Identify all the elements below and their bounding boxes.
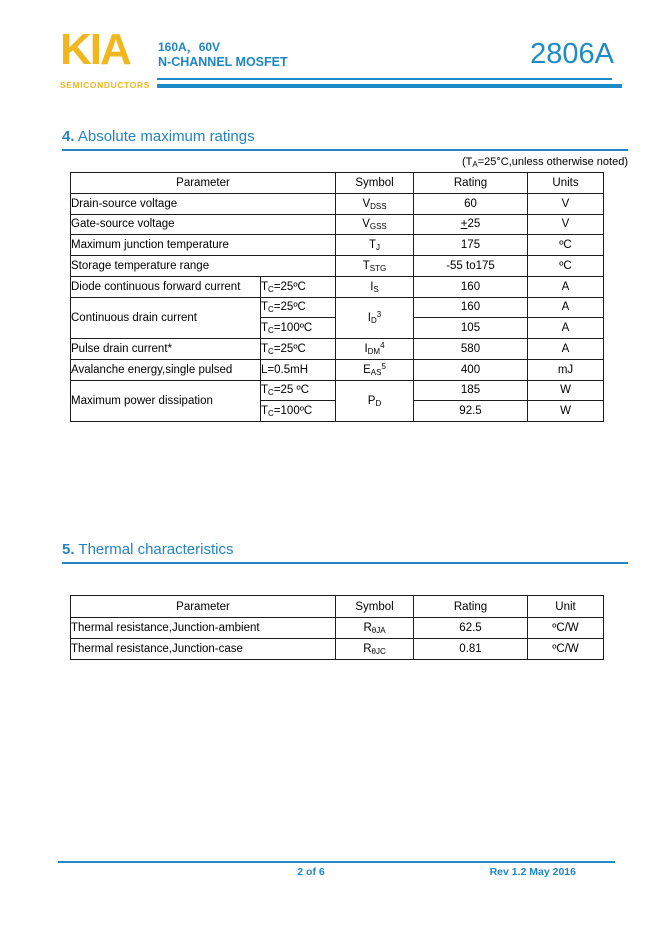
cell-condition: $T_C=100ºC$ [261, 401, 336, 422]
cell-condition: $T_C=25ºC$ [261, 297, 336, 318]
revision-text: Rev 1.2 May 2016 [489, 866, 576, 878]
cell-symbol: $P_D$ [336, 380, 414, 422]
table-header-row [71, 596, 604, 618]
cell-symbol: $I_{DM}^4$ [336, 339, 414, 360]
cell-rating: 160 [414, 297, 528, 318]
cell-rating: 160 [414, 276, 528, 297]
cell-parameter: Continuous drain current [71, 297, 261, 339]
cell-rating: 60 [414, 193, 528, 214]
table-row [71, 297, 604, 318]
cell-rating: 185 [414, 380, 528, 401]
cell-rating: 62.5 [414, 618, 528, 639]
cell-symbol: $R_{\theta JC}$ [336, 639, 414, 660]
cell-rating: 105 [414, 318, 528, 339]
cell-symbol: $I_D^3$ [336, 297, 414, 339]
cell-rating: 92.5 [414, 401, 528, 422]
table-row [71, 359, 604, 380]
cell-unit: V [528, 214, 604, 235]
col-header-unit: Unit [528, 596, 604, 618]
table-row [71, 235, 604, 256]
table-row [71, 380, 604, 401]
section-5-rule [62, 562, 628, 564]
cell-parameter: Pulse drain current* [71, 339, 261, 360]
table-row [71, 618, 604, 639]
table-row [71, 639, 604, 660]
conditions-note: ($T_A=25^\circ C,unless$ otherwise noted) [462, 156, 628, 169]
col-header-units: Units [528, 173, 604, 194]
footer-rule [58, 861, 615, 863]
table-row [71, 276, 604, 297]
thermal-characteristics-table [70, 595, 604, 660]
cell-parameter: Gate-source voltage [71, 214, 336, 235]
cell-rating: 400 [414, 359, 528, 380]
cell-unit: A [528, 318, 604, 339]
cell-unit: V [528, 193, 604, 214]
cell-rating: +25 [414, 214, 528, 235]
cell-parameter: Maximum power dissipation [71, 380, 261, 422]
col-header-symbol: Symbol [336, 173, 414, 194]
col-header-parameter: Parameter [71, 596, 336, 618]
absolute-maximum-ratings-table [70, 172, 604, 422]
cell-symbol: $V_{DSS}$ [336, 193, 414, 214]
cell-unit: A [528, 339, 604, 360]
page-number: 2 of 6 [297, 866, 325, 878]
section-5-title [62, 541, 233, 558]
table-row [71, 214, 604, 235]
cell-unit: A [528, 276, 604, 297]
section-4-title [62, 128, 255, 145]
col-header-parameter: Parameter [71, 173, 336, 194]
cell-rating: 175 [414, 235, 528, 256]
section-4-rule [62, 149, 628, 151]
section-4-number: 4. [62, 128, 75, 145]
device-rating-text: 160A，60V [158, 40, 221, 54]
cell-unit: ºC/W [528, 618, 604, 639]
cell-unit: W [528, 401, 604, 422]
header-rule-thin [157, 78, 612, 80]
cell-unit: ºC/W [528, 639, 604, 660]
section-5-number: 5. [62, 541, 75, 558]
cell-parameter: Storage temperature range [71, 256, 336, 277]
col-header-rating: Rating [414, 596, 528, 618]
cell-symbol: $V_{GSS}$ [336, 214, 414, 235]
cell-parameter: Thermal resistance,Junction-ambient [71, 618, 336, 639]
cell-symbol: $T_{STG}$ [336, 256, 414, 277]
brand-logo-subtext: SEMICONDUCTORS [60, 80, 150, 90]
cell-unit: ºC [528, 256, 604, 277]
part-number: 2806A [530, 38, 614, 70]
table-row [71, 193, 604, 214]
cell-condition: $T_C=25ºC$ [261, 339, 336, 360]
cell-condition: L=0.5mH [261, 359, 336, 380]
col-header-rating: Rating [414, 173, 528, 194]
cell-symbol: $T_J$ [336, 235, 414, 256]
section-5-label: Thermal characteristics [74, 541, 234, 558]
cell-condition: $T_C=100ºC$ [261, 318, 336, 339]
table-header-row [71, 173, 604, 194]
cell-parameter: Thermal resistance,Junction-case [71, 639, 336, 660]
cell-unit: mJ [528, 359, 604, 380]
table-row [71, 339, 604, 360]
cell-condition: $T_C=25ºC$ [261, 276, 336, 297]
col-header-symbol: Symbol [336, 596, 414, 618]
brand-logo: KIA [60, 25, 130, 74]
cell-symbol: $R_{\theta JA}$ [336, 618, 414, 639]
cell-parameter: Drain-source voltage [71, 193, 336, 214]
cell-rating: 0.81 [414, 639, 528, 660]
cell-rating: 580 [414, 339, 528, 360]
header-rule-thick [157, 84, 622, 88]
cell-parameter: Avalanche energy,single pulsed [71, 359, 261, 380]
device-type-text: N-CHANNEL MOSFET [158, 55, 288, 69]
cell-condition: $T_C=25$ ºC [261, 380, 336, 401]
cell-unit: ºC [528, 235, 604, 256]
table-row [71, 256, 604, 277]
section-4-label: Absolute maximum ratings [74, 128, 255, 145]
cell-rating: -55 to175 [414, 256, 528, 277]
cell-symbol: $I_S$ [336, 276, 414, 297]
cell-unit: A [528, 297, 604, 318]
cell-unit: W [528, 380, 604, 401]
cell-parameter: Diode continuous forward current [71, 276, 261, 297]
cell-parameter: Maximum junction temperature [71, 235, 336, 256]
cell-symbol: $E_{AS}^5$ [336, 359, 414, 380]
